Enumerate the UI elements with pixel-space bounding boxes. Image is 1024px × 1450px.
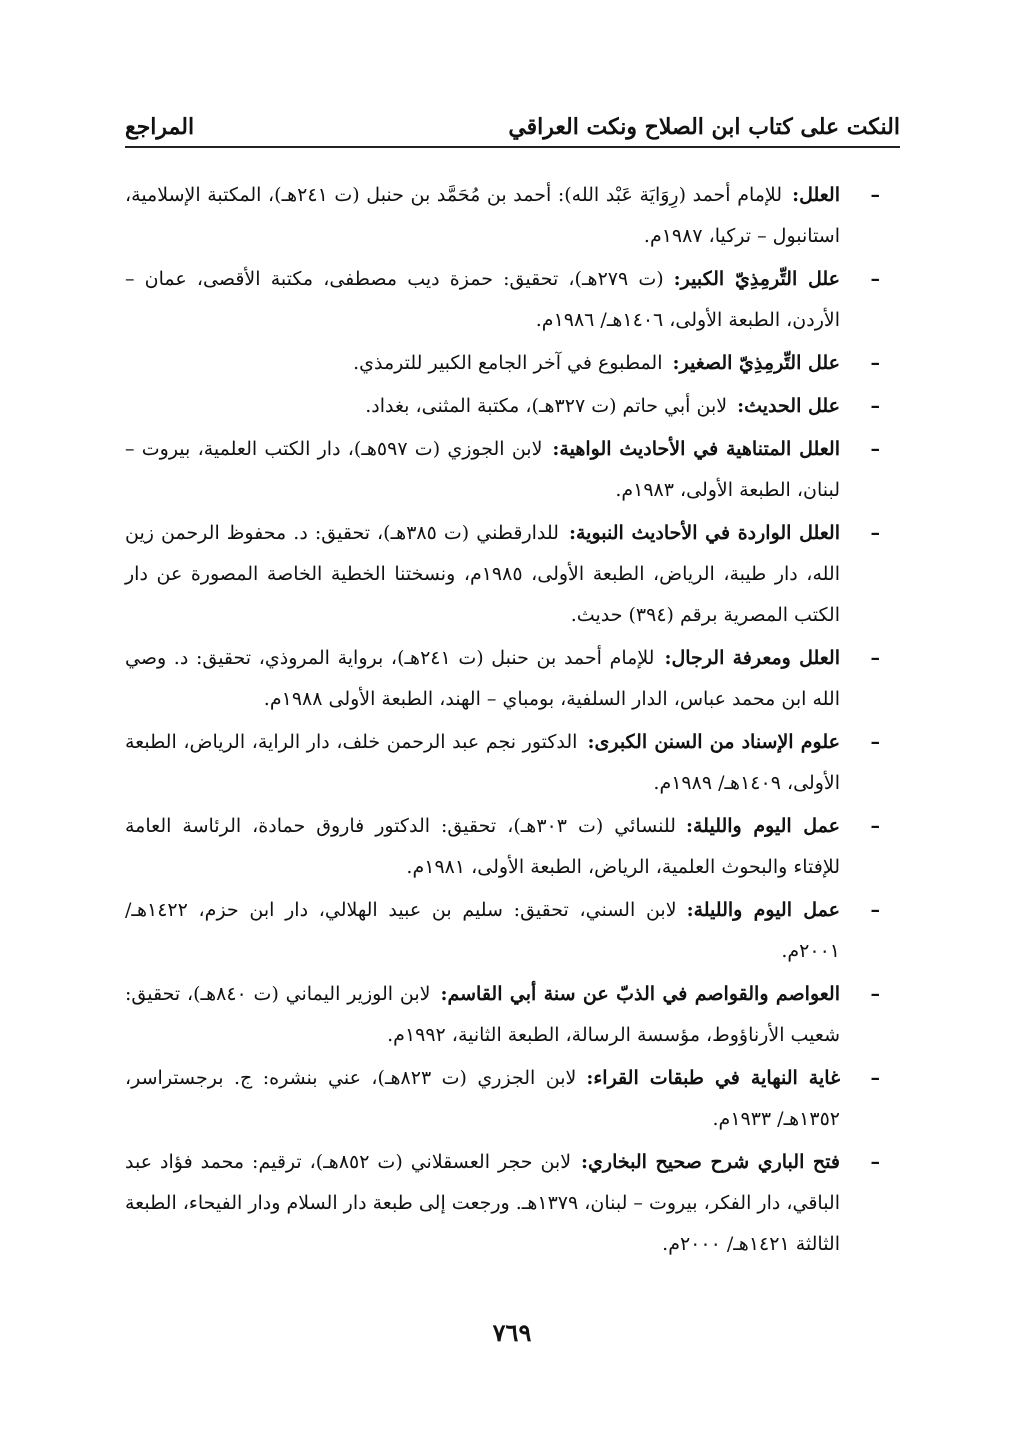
entry-term: عمل اليوم والليلة:: [686, 899, 840, 921]
entry-term: العواصم والقواصم في الذبّ عن سنة أبي القاسم:: [440, 983, 841, 1005]
entry-text: المطبوع في آخر الجامع الكبير للترمذي.: [353, 352, 663, 374]
entry-text: للدارقطني (ت ٣٨٥هـ)، تحقيق: د. محفوظ الرحمن زين الله، دار طيبة، الرياض، الطبعة الأولى، ١٩٨٥م، ونسختنا الخطية الخاصة المصورة عن دار الكتب المصرية برقم (٣٩٤) حديث.: [125, 522, 840, 626]
reference-entry: [125, 1058, 880, 1140]
entry-term: العلل الواردة في الأحاديث النبوية:: [568, 522, 841, 544]
entry-dash: –: [870, 184, 880, 206]
entry-term: علل التِّرمِذِيّ الكبير:: [673, 268, 841, 290]
reference-entry: [125, 638, 880, 720]
entry-term: عمل اليوم والليلة:: [685, 815, 840, 837]
entry-text: لابن حجر العسقلاني (ت ٨٥٢هـ)، ترقيم: محمد فؤاد عبد الباقي، دار الفكر، بيروت – لبنان، ١٣٧٩هـ. ورجعت إلى طبعة دار السلام ودار الفيحاء، الطبعة الثالثة ١٤٢١هـ/ ٢٠٠٠م.: [125, 1151, 841, 1255]
entry-text: لابن الجوزي (ت ٥٩٧هـ)، دار الكتب العلمية، بيروت – لبنان، الطبعة الأولى، ١٩٨٣م.: [125, 438, 840, 501]
reference-entry: [125, 175, 880, 257]
entry-dash: –: [870, 352, 880, 374]
entry-term: علل التِّرمِذِيّ الصغير:: [672, 352, 840, 374]
entry-dash: –: [870, 899, 880, 921]
reference-entry: [125, 343, 880, 384]
reference-entry: [125, 890, 880, 972]
page-number: ٧٦٩: [492, 1318, 532, 1347]
references-list: [125, 175, 880, 1267]
entry-term: العلل المتناهية في الأحاديث الواهية:: [552, 438, 840, 460]
book-title: النكت على كتاب ابن الصلاح ونكت العراقي: [508, 114, 900, 140]
section-title: المراجع: [125, 114, 195, 140]
reference-entry: [125, 386, 880, 427]
entry-term: غاية النهاية في طبقات القراء:: [586, 1067, 841, 1089]
entry-dash: –: [870, 815, 880, 837]
entry-term: العلل:: [792, 184, 840, 206]
entry-text: لابن الوزير اليماني (ت ٨٤٠هـ)، تحقيق: شعيب الأرناؤوط، مؤسسة الرسالة، الطبعة الثانية، ١٩٩٢م.: [125, 983, 840, 1046]
running-header: [125, 108, 900, 148]
entry-text: لابن السني، تحقيق: سليم بن عبيد الهلالي، دار ابن حزم، ١٤٢٢هـ/ ٢٠٠١م.: [125, 899, 840, 962]
entry-dash: –: [870, 438, 880, 460]
entry-dash: –: [870, 268, 880, 290]
reference-entry: [125, 259, 880, 341]
reference-entry: [125, 513, 880, 636]
entry-text: لابن أبي حاتم (ت ٣٢٧هـ)، مكتبة المثنى، بغداد.: [365, 395, 728, 417]
entry-term: العلل ومعرفة الرجال:: [664, 647, 840, 669]
entry-term: فتح الباري شرح صحيح البخاري:: [581, 1151, 841, 1173]
reference-entry: [125, 429, 880, 511]
entry-text: (ت ٢٧٩هـ)، تحقيق: حمزة ديب مصطفى، مكتبة الأقصى، عمان – الأردن، الطبعة الأولى، ١٤٠٦هـ/ ١٩٨٦م.: [125, 268, 840, 331]
reference-entry: [125, 806, 880, 888]
entry-text: الدكتور نجم عبد الرحمن خلف، دار الراية، الرياض، الطبعة الأولى، ١٤٠٩هـ/ ١٩٨٩م.: [125, 731, 840, 794]
entry-dash: –: [870, 731, 880, 753]
reference-entry: [125, 974, 880, 1056]
entry-text: للإمام أحمد (رِوَايَة عَبْد الله): أحمد بن مُحَمَّد بن حنبل (ت ٢٤١هـ)، المكتبة الإسلامية، استانبول – تركيا، ١٩٨٧م.: [125, 184, 840, 247]
entry-dash: –: [870, 983, 880, 1005]
entry-term: علل الحديث:: [737, 395, 840, 417]
reference-entry: [125, 722, 880, 804]
entry-dash: –: [870, 647, 880, 669]
entry-dash: –: [870, 1067, 880, 1089]
entry-text: للنسائي (ت ٣٠٣هـ)، تحقيق: الدكتور فاروق حمادة، الرئاسة العامة للإفتاء والبحوث العلمية، الرياض، الطبعة الأولى، ١٩٨١م.: [125, 815, 840, 878]
entry-text: للإمام أحمد بن حنبل (ت ٢٤١هـ)، برواية المروذي، تحقيق: د. وصي الله ابن محمد عباس، الدار السلفية، بومباي – الهند، الطبعة الأولى ١٩٨٨م.: [125, 647, 840, 710]
entry-dash: –: [870, 522, 880, 544]
entry-dash: –: [870, 395, 880, 417]
reference-entry: [125, 1142, 880, 1265]
entry-text: لابن الجزري (ت ٨٢٣هـ)، عني بنشره: ج. برجستراسر، ١٣٥٢هـ/ ١٩٣٣م.: [125, 1067, 840, 1130]
entry-dash: –: [870, 1151, 880, 1173]
entry-term: علوم الإسناد من السنن الكبرى:: [587, 731, 840, 753]
